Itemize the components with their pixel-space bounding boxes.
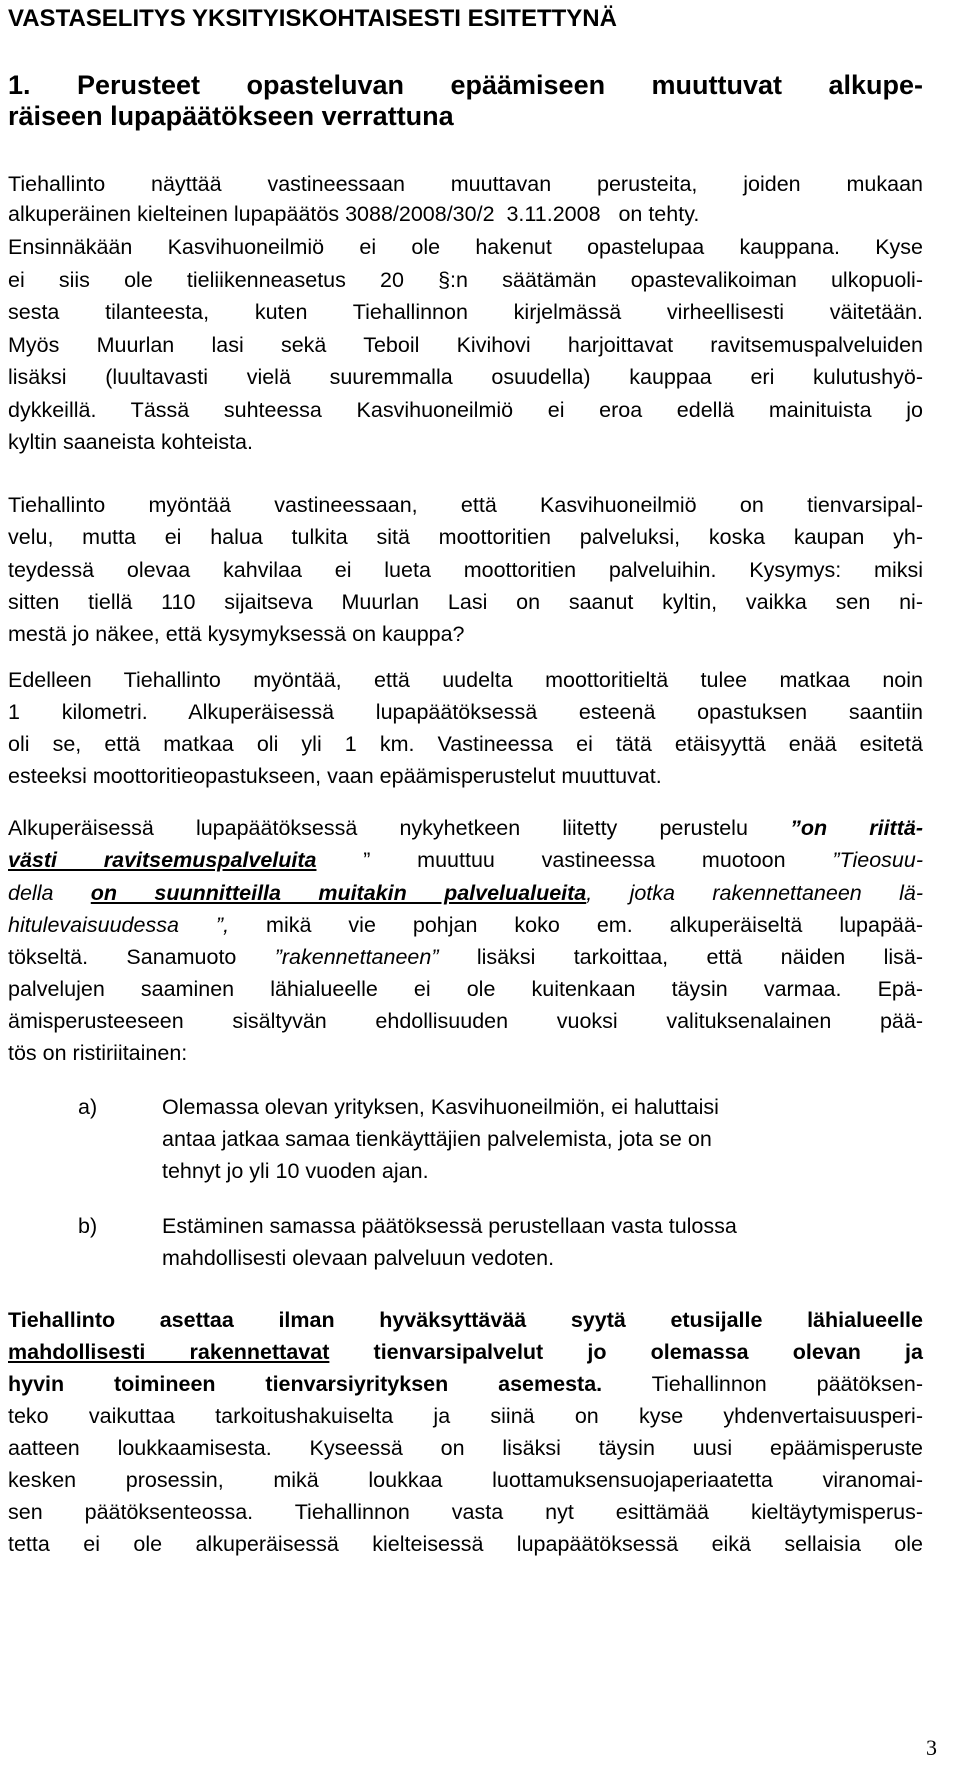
paragraph-4-line: Edelleen Tiehallinto myöntää, että uudelta moottoritieltä tulee matkaa noin [8, 668, 923, 692]
paragraph-3-line: mestä jo näkee, että kysymyksessä on kauppa? [8, 622, 465, 646]
paragraph-3-line: sitten tiellä 110 sijaitseva Muurlan Lasi on saanut kyltin, vaikka sen ni- [8, 590, 923, 614]
paragraph-2-line: sesta tilanteesta, kuten Tiehallinnon kirjelmässä virheellisesti väitetään. [8, 300, 923, 324]
paragraph-6-line: aatteen loukkaamisesta. Kyseessä on lisäksi täysin uusi epäämisperuste [8, 1436, 923, 1460]
section-title-line-2: räiseen lupapäätökseen verrattuna [8, 101, 454, 131]
paragraph-4-line: oli se, että matkaa oli yli 1 km. Vastineessa ei tätä etäisyyttä enää esitetä [8, 732, 923, 756]
paragraph-5-line: Alkuperäisessä lupapäätöksessä nykyhetkeen liitetty perustelu ”on riittä- [8, 816, 923, 840]
paragraph-2-line: dykkeillä. Tässä suhteessa Kasvihuoneilmiö ei eroa edellä mainituista jo [8, 398, 923, 422]
paragraph-6-line: kesken prosessin, mikä loukkaa luottamuksensuojaperiaatetta viranomai- [8, 1468, 923, 1492]
list-item-line: Estäminen samassa päätöksessä perustellaan vasta tulossa [162, 1214, 737, 1238]
paragraph-6-line: sen päätöksenteossa. Tiehallinnon vasta nyt esittämää kieltäytymisperus- [8, 1500, 923, 1524]
paragraph-2-line: ei siis ole tieliikenneasetus 20 §:n säätämän opastevalikoiman ulkopuoli- [8, 268, 923, 292]
document-heading: VASTASELITYS YKSITYISKOHTAISESTI ESITETTYNÄ [8, 5, 617, 32]
paragraph-2-line: lisäksi (luultavasti vielä suuremmalla osuudella) kauppaa eri kulutushyö- [8, 365, 923, 389]
paragraph-5-line: hitulevaisuudessa ”, mikä vie pohjan koko em. alkuperäiseltä lupapää- [8, 913, 923, 937]
section-title-line-1: 1. Perusteet opasteluvan epäämiseen muuttuvat alkupe- [8, 70, 923, 100]
paragraph-1-line: alkuperäinen kielteinen lupapäätös 3088/2008/30/2 3.11.2008 on tehty. [8, 202, 700, 226]
paragraph-4-line: esteeksi moottoritieopastukseen, vaan epäämisperustelut muuttuvat. [8, 764, 662, 788]
paragraph-6-line: tetta ei ole alkuperäisessä kielteisessä lupapäätöksessä eikä sellaisia ole [8, 1532, 923, 1556]
list-label: a) [78, 1095, 98, 1119]
list-item-line: antaa jatkaa samaa tienkäyttäjien palvelemista, jota se on [162, 1127, 712, 1151]
paragraph-3-line: teydessä olevaa kahvilaa ei lueta moottoritien palveluihin. Kysymys: miksi [8, 558, 923, 582]
paragraph-6-line: teko vaikuttaa tarkoitushakuiselta ja siinä on kyse yhdenvertaisuusperi- [8, 1404, 923, 1428]
list-label: b) [78, 1214, 98, 1238]
paragraph-5-line: västi ravitsemuspalveluita ” muuttuu vastineessa muotoon ”Tieosuu- [8, 848, 923, 872]
paragraph-6-line: mahdollisesti rakennettavat tienvarsipalvelut jo olemassa olevan ja [8, 1340, 923, 1364]
paragraph-5-line: tökseltä. Sanamuoto ”rakennettaneen” lisäksi tarkoittaa, että näiden lisä- [8, 945, 923, 969]
paragraph-3-line: velu, mutta ei halua tulkita sitä moottoritien palveluksi, koska kaupan yh- [8, 525, 923, 549]
paragraph-5-line: ämisperusteeseen sisältyvän ehdollisuuden vuoksi valituksenalainen pää- [8, 1009, 923, 1033]
paragraph-2-line: Myös Muurlan lasi sekä Teboil Kivihovi harjoittavat ravitsemuspalveluiden [8, 333, 923, 357]
paragraph-4-line: 1 kilometri. Alkuperäisessä lupapäätöksessä esteenä opastuksen saantiin [8, 700, 923, 724]
paragraph-5-line: tös on ristiriitainen: [8, 1041, 188, 1065]
list-item-line: mahdollisesti olevaan palveluun vedoten. [162, 1246, 555, 1270]
list-item-line: Olemassa olevan yrityksen, Kasvihuoneilmiön, ei haluttaisi [162, 1095, 719, 1119]
paragraph-1-line: Tiehallinto näyttää vastineessaan muuttavan perusteita, joiden mukaan [8, 172, 923, 196]
paragraph-2-line: Ensinnäkään Kasvihuoneilmiö ei ole hakenut opastelupaa kauppana. Kyse [8, 235, 923, 259]
paragraph-6-line: Tiehallinto asettaa ilman hyväksyttävää syytä etusijalle lähialueelle [8, 1308, 923, 1332]
paragraph-3-line: Tiehallinto myöntää vastineessaan, että Kasvihuoneilmiö on tienvarsipal- [8, 493, 923, 517]
list-item-line: tehnyt jo yli 10 vuoden ajan. [162, 1159, 429, 1183]
paragraph-5-line: palvelujen saaminen lähialueelle ei ole kuitenkaan täysin varmaa. Epä- [8, 977, 923, 1001]
paragraph-6-line: hyvin toimineen tienvarsiyrityksen asemesta. Tiehallinnon päätöksen- [8, 1372, 923, 1396]
paragraph-5-line: della on suunnitteilla muitakin palvelualueita, jotka rakennettaneen lä- [8, 881, 923, 905]
page-number: 3 [926, 1735, 937, 1760]
paragraph-2-line: kyltin saaneista kohteista. [8, 430, 253, 454]
